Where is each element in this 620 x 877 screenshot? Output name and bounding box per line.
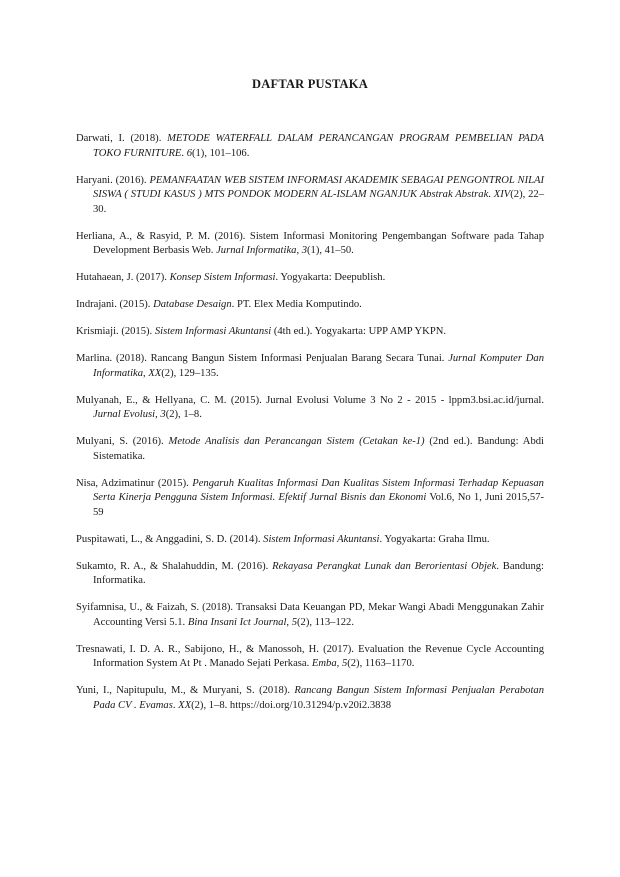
reference-italic-text: 5: [341, 658, 348, 669]
reference-italic-text: METODE WATERFALL DALAM PERANCANGAN PROGRAM PEMBELIAN PADA TOKO FURNITURE: [93, 133, 545, 159]
reference-entry: [76, 298, 544, 313]
reference-text: ,: [336, 658, 342, 669]
reference-italic-text: Database Desaign: [153, 299, 232, 310]
reference-italic-text: Rekayasa Perangkat Lunak dan Berorientasi Objek: [272, 560, 497, 572]
reference-italic-text: Bina Insani Ict Journal: [187, 616, 287, 628]
reference-text: Hutahaean, J. (2017).: [76, 272, 170, 283]
reference-text: ,: [286, 616, 292, 628]
reference-entry: [76, 174, 544, 218]
reference-text: Puspitawati, L., & Anggadini, S. D. (2014).: [76, 533, 264, 545]
reference-italic-text: Emba: [311, 658, 337, 669]
reference-entry: [76, 352, 544, 381]
page-title: DAFTAR PUSTAKA: [252, 77, 368, 91]
reference-entry: [76, 230, 544, 259]
reference-italic-text: 6: [186, 147, 192, 159]
reference-italic-text: Sistem Informasi Akuntansi: [154, 326, 272, 337]
reference-italic-text: Sistem Informasi Akuntansi: [263, 533, 380, 545]
reference-text: Syifamnisa, U., & Faizah, S. (2018). Transaksi Data Keuangan PD, Mekar Wangi Abadi Menggunakan Zahir Accounting Versi 5.1.: [76, 602, 544, 628]
reference-text: . Bandung: Informatika.: [93, 560, 545, 586]
reference-italic-text: PEMANFAATAN WEB SISTEM INFORMASI AKADEMIK SEBAGAI PENGONTROL NILAI SISWA ( STUDI KASUS ) MTS PONDOK MODERN AL-ISLAM NGANJUK Abstrak Abstrak: [93, 174, 544, 200]
reference-text: Yuni, I., Napitupulu, M., & Muryani, S. (2018).: [76, 685, 295, 696]
reference-text: (2nd ed.). Bandung: Abdi Sistematika.: [93, 436, 544, 462]
reference-text: Darwati, I. (2018).: [76, 133, 168, 144]
reference-text: Marlina. (2018). Rancang Bangun Sistem Informasi Penjualan Barang Secara Tunai.: [76, 353, 449, 364]
reference-text: (2), 22–30.: [93, 189, 545, 215]
reference-text: ,: [155, 409, 161, 420]
reference-italic-text: Jurnal Komputer Dan Informatika: [93, 353, 544, 379]
reference-entry: [76, 132, 544, 161]
reference-italic-text: Pengaruh Kualitas Informasi Dan Kualitas Sistem Informasi Terhadap Kepuasan Serta Kinerja Pengguna Sistem Informasi. Efektif Jurnal Bisnis dan Ekonomi: [93, 477, 544, 503]
reference-text: Vol.6, No 1, Juni 2015,57-59: [93, 492, 544, 518]
reference-italic-text: Metode Analisis dan Perancangan Sistem (Cetakan ke-1): [168, 436, 425, 447]
reference-text: Krismiaji. (2015).: [76, 326, 155, 337]
reference-entry: [76, 533, 544, 548]
reference-text: ,: [143, 367, 149, 379]
reference-entry: [76, 325, 544, 340]
reference-entry: [76, 435, 544, 464]
reference-entry: [76, 684, 544, 713]
reference-entry: [76, 394, 544, 423]
reference-entry: [76, 477, 544, 521]
reference-italic-text: 3: [160, 409, 166, 420]
reference-text: . Yogyakarta: Graha Ilmu.: [379, 533, 490, 545]
reference-text: (2), 1163–1170.: [347, 658, 415, 669]
reference-entry: [76, 643, 544, 672]
reference-text: (2), 1–8. https://doi.org/10.31294/p.v20i2.3838: [191, 699, 392, 711]
reference-text: .: [172, 699, 179, 711]
reference-text: Herliana, A., & Rasyid, P. M. (2016). Sistem Informasi Monitoring Pengembangan Software pada Tahap Development Berbasis Web.: [76, 230, 544, 256]
reference-italic-text: XIV: [493, 189, 511, 200]
reference-italic-text: XX: [178, 699, 192, 711]
reference-text: Tresnawati, I. D. A. R., Sabijono, H., & Manossoh, H. (2017). Evaluation the Revenue Cycle Accounting Information System At Pt . Manado Sejati Perkasa.: [76, 643, 544, 669]
reference-italic-text: Jurnal Informatika: [216, 245, 297, 256]
reference-text: . Yogyakarta: Deepublish.: [275, 272, 386, 283]
reference-italic-text: 5: [291, 616, 298, 628]
reference-italic-text: 3: [301, 245, 308, 256]
reference-text: .: [488, 189, 494, 200]
reference-text: Indrajani. (2015).: [76, 299, 154, 310]
reference-list: [76, 132, 544, 726]
reference-text: (2), 129–135.: [161, 367, 219, 379]
reference-entry: [76, 271, 544, 286]
reference-text: (2), 113–122.: [297, 616, 354, 628]
reference-text: Nisa, Adzimatinur (2015).: [76, 477, 193, 489]
reference-entry: [76, 560, 544, 589]
reference-text: .: [181, 147, 187, 159]
reference-text: ,: [296, 245, 302, 256]
reference-text: (4th ed.). Yogyakarta: UPP AMP YKPN.: [271, 326, 447, 337]
reference-italic-text: Rancang Bangun Sistem Informasi Penjualan Perabotan Pada CV . Evamas: [93, 685, 544, 711]
reference-text: (1), 41–50.: [307, 245, 354, 256]
reference-text: (2), 1–8.: [165, 409, 202, 420]
reference-text: Mulyani, S. (2016).: [76, 436, 169, 447]
reference-text: . PT. Elex Media Komputindo.: [231, 299, 362, 310]
reference-entry: [76, 601, 544, 630]
reference-text: Mulyanah, E., & Hellyana, C. M. (2015). Jurnal Evolusi Volume 3 No 2 - 2015 - lppm3.bsi.ac.id/jurnal.: [76, 394, 544, 406]
reference-italic-text: Konsep Sistem Informasi: [169, 272, 276, 283]
reference-italic-text: Jurnal Evolusi: [93, 409, 156, 420]
reference-italic-text: XX: [148, 367, 162, 379]
reference-text: Haryani. (2016).: [76, 174, 150, 186]
reference-text: Sukamto, R. A., & Shalahuddin, M. (2016).: [76, 560, 273, 572]
reference-text: (1), 101–106.: [191, 147, 250, 159]
